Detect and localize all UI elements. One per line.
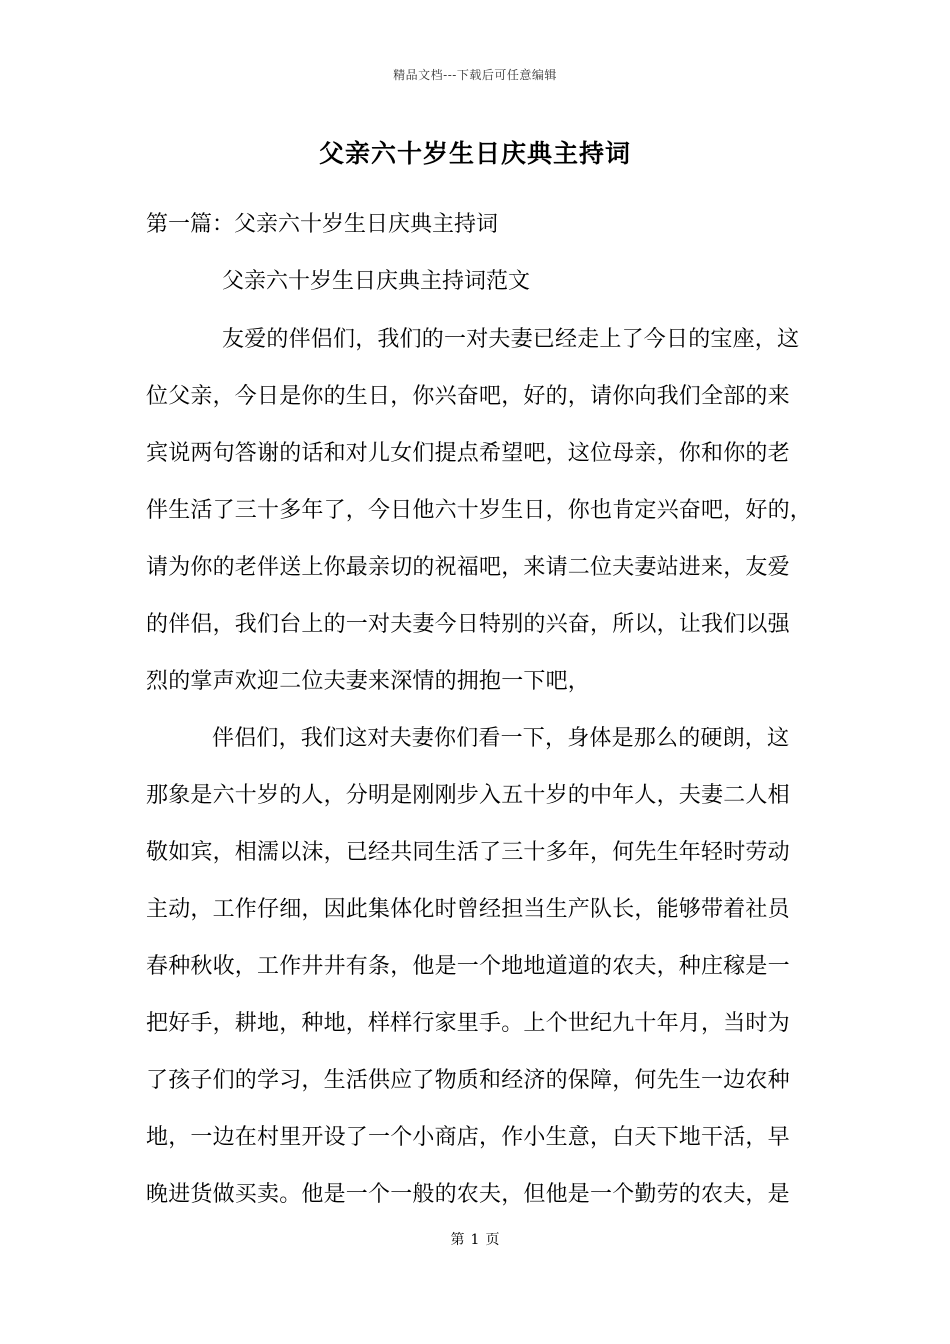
page-header: 精品文档---下载后可任意编辑 <box>393 68 557 82</box>
page-footer <box>0 1229 950 1249</box>
body-line: 把好手，耕地，种地，样样行家里手。上个世纪九十年月，当时为 <box>146 1011 790 1036</box>
body-line: 宾说两句答谢的话和对儿女们提点希望吧，这位母亲，你和你的老 <box>146 441 790 466</box>
body-line: 友爱的伴侣们，我们的一对夫妻已经走上了今日的宝座，这 <box>222 327 800 352</box>
page-number: 1 <box>470 1232 480 1248</box>
body-line: 晚进货做买卖。他是一个一般的农夫，但他是一个勤劳的农夫，是 <box>146 1182 790 1207</box>
body-line: 的伴侣，我们台上的一对夫妻今日特别的兴奋，所以，让我们以强 <box>146 612 790 637</box>
page-number-prefix: 第 <box>450 1232 465 1248</box>
body-line: 伴生活了三十多年了，今日他六十岁生日，你也肯定兴奋吧，好的， <box>146 498 813 523</box>
section-heading: 第一篇：父亲六十岁生日庆典主持词 <box>146 212 499 237</box>
page-number-suffix: 页 <box>485 1232 500 1248</box>
body-line: 了孩子们的学习，生活供应了物质和经济的保障，何先生一边农种 <box>146 1068 790 1093</box>
body-line: 那象是六十岁的人，分明是刚刚步入五十岁的中年人，夫妻二人相 <box>146 783 790 808</box>
body-line: 位父亲，今日是你的生日，你兴奋吧，好的，请你向我们全部的来 <box>146 384 790 409</box>
body-line: 伴侣们，我们这对夫妻你们看一下，身体是那么的硬朗，这 <box>212 726 790 751</box>
body-line: 请为你的老伴送上你最亲切的祝福吧，来请二位夫妻站进来，友爱 <box>146 555 790 580</box>
subheading: 父亲六十岁生日庆典主持词范文 <box>222 269 531 294</box>
body-line: 春种秋收，工作井井有条，他是一个地地道道的农夫，种庄稼是一 <box>146 954 790 979</box>
body-line: 主动，工作仔细，因此集体化时曾经担当生产队长，能够带着社员 <box>146 897 790 922</box>
document-title: 父亲六十岁生日庆典主持词 <box>318 139 631 168</box>
body-line: 烈的掌声欢迎二位夫妻来深情的拥抱一下吧， <box>146 669 591 694</box>
body-line: 地，一边在村里开设了一个小商店，作小生意，白天下地干活，早 <box>146 1125 790 1150</box>
body-line: 敬如宾，相濡以沫，已经共同生活了三十多年，何先生年轻时劳动 <box>146 840 790 865</box>
